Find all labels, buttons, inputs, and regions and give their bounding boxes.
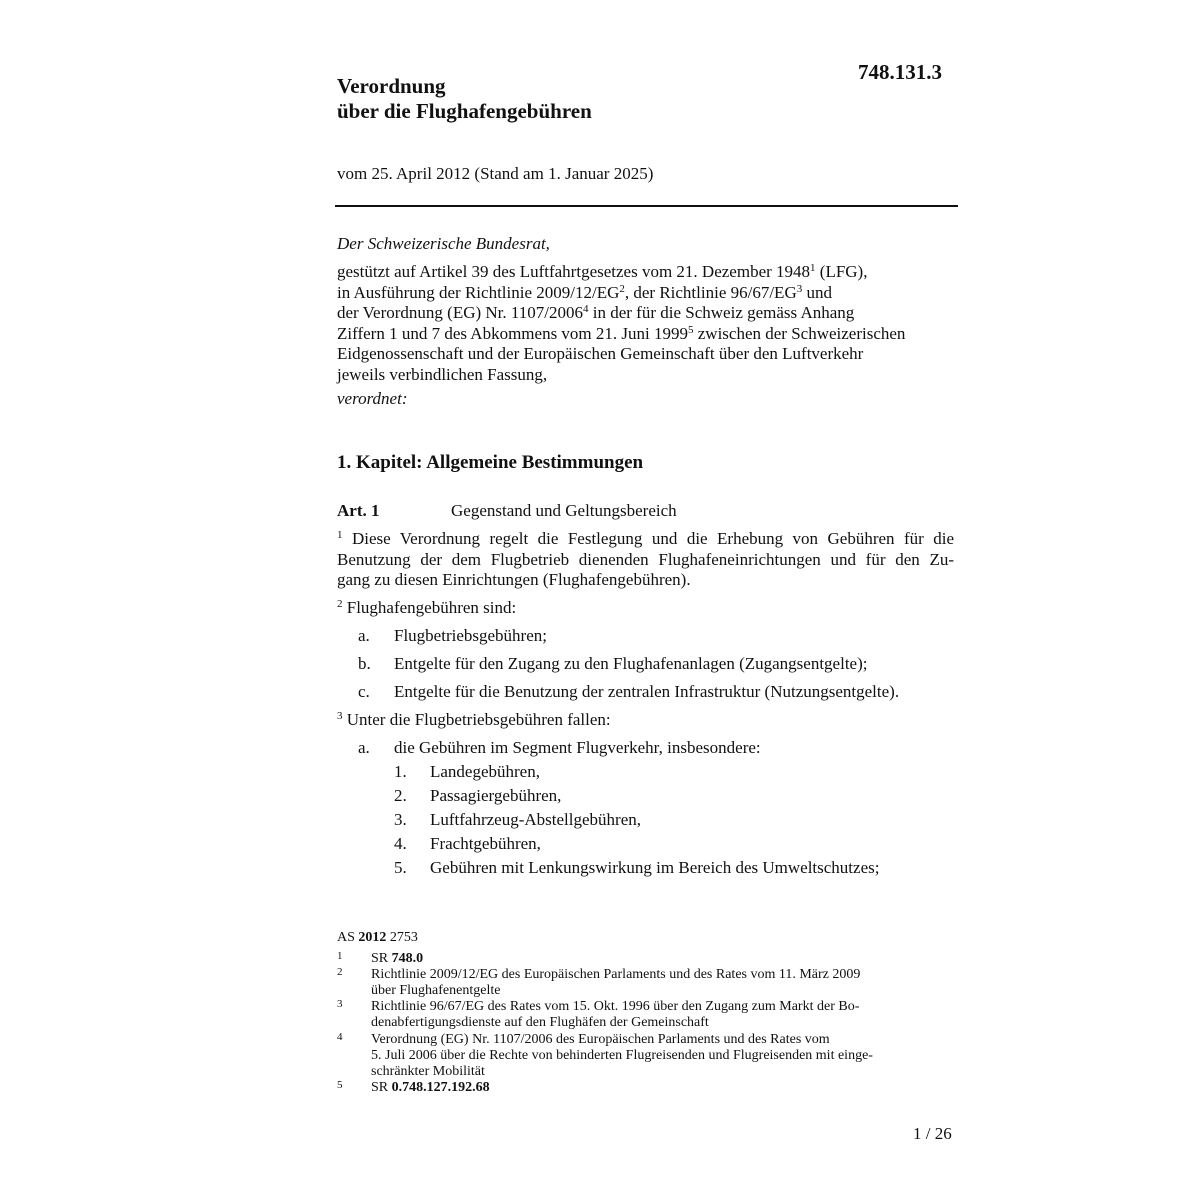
paragraph-2 [337, 598, 516, 619]
authority: Der Schweizerische Bundesrat, [337, 234, 550, 253]
footnote-sr-number: 748.0 [391, 951, 424, 966]
sub-item-number: 3. [394, 810, 407, 829]
as-year: 2012 [358, 930, 387, 945]
paragraph-number: 1 [337, 529, 343, 541]
paragraph-text: Diese Verordnung regelt die Festlegung und die Erhebung von Gebühren für die [342, 529, 954, 548]
footnote-text: schränkter Mobilität [371, 1064, 485, 1079]
chapter-title: 1. Kapitel: Allgemeine Bestimmungen [337, 452, 644, 473]
date-line: vom 25. April 2012 (Stand am 1. Januar 2025) [337, 164, 654, 183]
sub-item-number: 4. [394, 834, 407, 853]
paragraph-number: 3 [337, 710, 343, 722]
page-number: 1 / 26 [913, 1124, 952, 1143]
preamble-line-2 [337, 283, 977, 304]
preamble-text: in der für die Schweiz gemäss Anhang [588, 303, 855, 322]
preamble-text: , der Richtlinie 96/67/EG [624, 282, 797, 302]
footnote-number: 1 [337, 950, 343, 962]
sub-item-number: 2. [394, 786, 407, 805]
footnote-2 [371, 967, 860, 999]
list-item-text: Entgelte für den Zugang zu den Flughafenanlagen (Zugangsentgelte); [394, 654, 868, 673]
preamble-line-5: Eidgenossenschaft und der Europäischen Gemeinschaft über den Luftverkehr [337, 344, 864, 363]
footnote-text: Richtlinie 2009/12/EG des Europäischen Parlaments und des Rates vom 11. März 2009 [371, 967, 861, 982]
footnote-text: denabfertigungsdienste auf den Flughäfen der Gemeinschaft [371, 1015, 709, 1030]
footnote-text: SR [371, 1080, 392, 1095]
footnote-number: 5 [337, 1079, 343, 1091]
footnote-number: 2 [337, 966, 343, 978]
preamble-text: gestützt auf Artikel 39 des Luftfahrtgesetzes vom 21. Dezember 1948 [337, 262, 811, 281]
footnote-3 [371, 999, 859, 1031]
paragraph-3 [337, 710, 611, 731]
list-item-text: die Gebühren im Segment Flugverkehr, insbesondere: [394, 738, 761, 757]
paragraph-1-line-1 [337, 529, 954, 550]
footnote-5 [371, 1080, 490, 1096]
sub-item-text: Luftfahrzeug-Abstellgebühren, [430, 810, 641, 829]
list-item-text: Entgelte für die Benutzung der zentralen Infrastruktur (Nutzungsentgelte). [394, 682, 900, 701]
sub-item-text: Landegebühren, [430, 762, 540, 781]
article-number: Art. 1 [337, 501, 380, 520]
header-rule [335, 205, 958, 207]
article-title: Gegenstand und Geltungsbereich [451, 501, 677, 520]
footnote-4 [371, 1032, 873, 1080]
sub-item-number: 5. [394, 858, 407, 877]
as-reference [337, 930, 418, 946]
preamble [337, 262, 977, 385]
preamble-text: in Ausführung der Richtlinie 2009/12/EG [337, 282, 620, 302]
as-prefix: AS [337, 930, 359, 945]
list-item-text: Flugbetriebsgebühren; [394, 626, 547, 645]
sub-item-text: Frachtgebühren, [430, 834, 541, 853]
decree: verordnet: [337, 389, 408, 408]
preamble-text: Ziffern 1 und 7 des Abkommens vom 21. Juni 1999 [337, 323, 688, 343]
paragraph-1-line-2: Benutzung der dem Flugbetrieb dienenden Flughafeneinrichtungen und für den Zu- [337, 549, 954, 569]
footnote-text: SR [371, 951, 392, 966]
footnote-1 [371, 951, 423, 967]
footnote-text: Richtlinie 96/67/EG des Rates vom 15. Okt. 1996 über den Zugang zum Markt der Bo- [371, 999, 860, 1014]
list-item-letter: a. [358, 626, 370, 645]
footnote-ref-5[interactable]: 5 [688, 323, 694, 336]
preamble-text: (LFG), [815, 262, 868, 281]
footnote-text: 5. Juli 2006 über die Rechte von behinderten Flugreisenden und Flugreisenden mit einge- [371, 1048, 873, 1063]
paragraph-1-line-3: gang zu diesen Einrichtungen (Flughafengebühren). [337, 570, 691, 589]
footnote-ref-1[interactable]: 1 [810, 262, 816, 274]
footnote-ref-2[interactable]: 2 [619, 282, 625, 295]
sub-item-text: Passagiergebühren, [430, 786, 562, 805]
footnote-number: 4 [337, 1031, 343, 1043]
paragraph-1 [337, 529, 954, 591]
preamble-line-6: jeweils verbindlichen Fassung, [337, 364, 548, 384]
list-item-letter: b. [358, 654, 371, 673]
document-title [337, 74, 592, 124]
list-item-letter: a. [358, 738, 370, 757]
footnote-number: 3 [337, 998, 343, 1010]
preamble-line-1 [337, 262, 977, 283]
footnote-ref-4[interactable]: 4 [583, 303, 589, 315]
footnote-sr-number: 0.748.127.192.68 [391, 1080, 490, 1095]
footnote-text: über Flughafenentgelte [371, 983, 501, 998]
list-item-letter: c. [358, 682, 370, 701]
preamble-line-3 [337, 303, 977, 324]
preamble-text: und [802, 282, 832, 302]
preamble-text: zwischen der Schweizerischen [693, 323, 906, 343]
paragraph-text: Flughafengebühren sind: [342, 598, 517, 617]
paragraph-number: 2 [337, 598, 343, 610]
as-page: 2753 [386, 930, 418, 945]
footnote-ref-3[interactable]: 3 [796, 282, 803, 295]
preamble-line-4 [337, 324, 977, 345]
title-line-1: Verordnung [337, 74, 446, 98]
title-line-2: über die Flughafengebühren [337, 99, 592, 123]
footnote-text: Verordnung (EG) Nr. 1107/2006 des Europäischen Parlaments und des Rates vom [371, 1032, 830, 1047]
sr-number: 748.131.3 [858, 60, 942, 84]
paragraph-text: Unter die Flugbetriebsgebühren fallen: [342, 710, 611, 729]
sub-item-number: 1. [394, 762, 407, 781]
preamble-text: der Verordnung (EG) Nr. 1107/2006 [337, 303, 583, 322]
sub-item-text: Gebühren mit Lenkungswirkung im Bereich des Umweltschutzes; [430, 858, 880, 877]
